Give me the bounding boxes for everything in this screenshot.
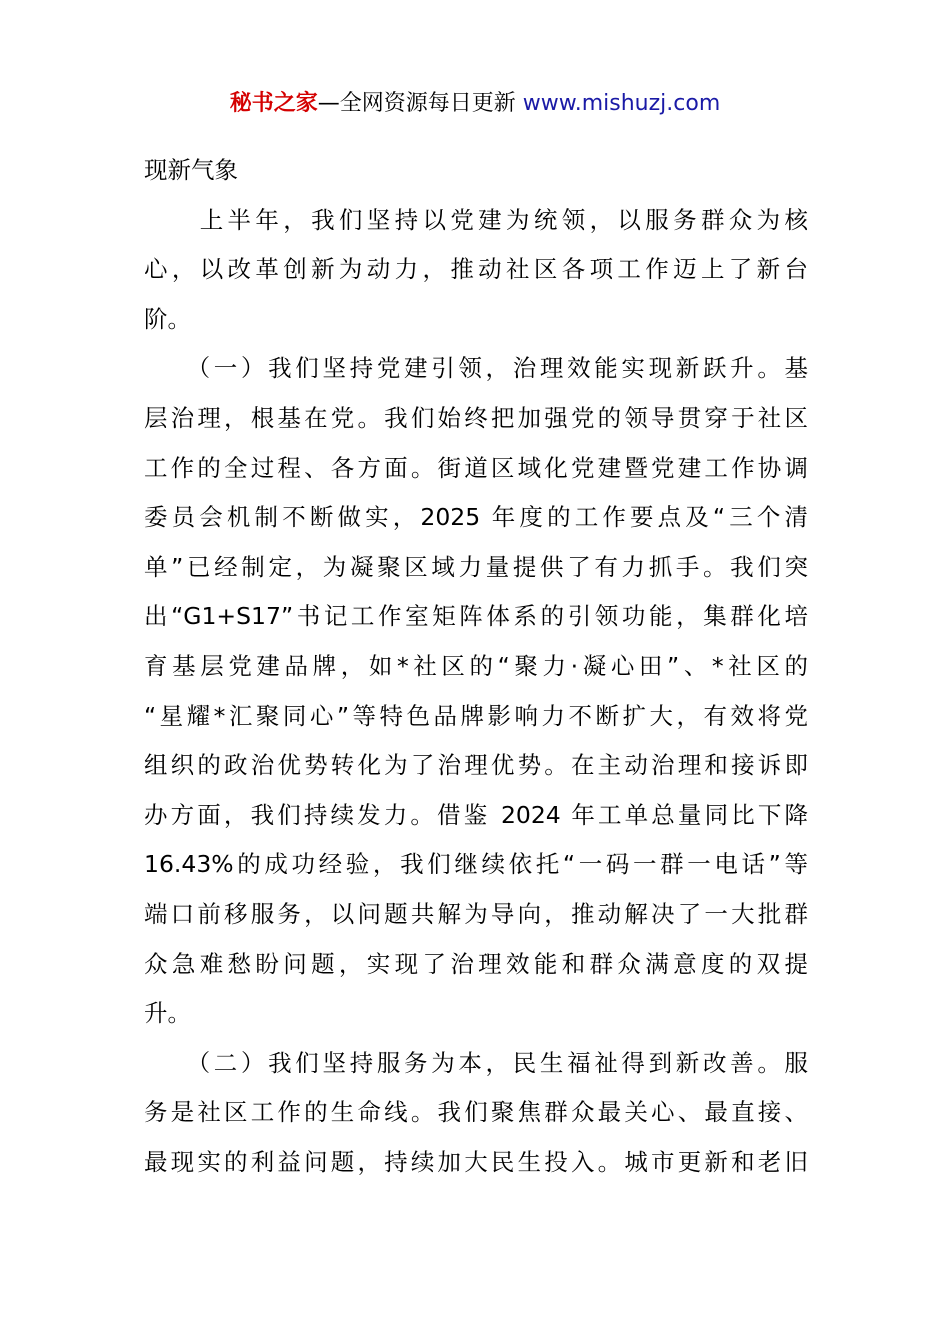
text-line: 16.43%的成功经验，我们继续依托“一码一群一电话”等	[144, 850, 808, 879]
text-line: 上半年，我们坚持以党建为统领，以服务群众为核	[144, 205, 808, 234]
text-line: 组织的政治优势转化为了治理优势。在主动治理和接诉即	[144, 751, 808, 780]
header-tagline: —全网资源每日更新	[317, 91, 523, 116]
text-line: 育基层党建品牌，如*社区的“聚力·凝心田”、*社区的	[144, 651, 808, 680]
document-body	[144, 146, 808, 1187]
text-line: 现新气象	[144, 156, 238, 184]
text-line: “星耀*汇聚同心”等特色品牌影响力不断扩大，有效将党	[144, 701, 808, 730]
text-line: 单”已经制定，为凝聚区域力量提供了有力抓手。我们突	[144, 552, 808, 581]
text-line: 心，以改革创新为动力，推动社区各项工作迈上了新台	[144, 255, 808, 284]
site-url-link[interactable]: www.mishuzj.com	[522, 91, 721, 116]
text-line: 委员会机制不断做实，2025 年度的工作要点及“三个清	[144, 503, 808, 532]
page-header	[0, 86, 950, 122]
text-line: （一）我们坚持党建引领，治理效能实现新跃升。基	[144, 354, 808, 383]
text-line: 出“G1+S17”书记工作室矩阵体系的引领功能，集群化培	[144, 602, 808, 631]
text-line: 务是社区工作的生命线。我们聚焦群众最关心、最直接、	[144, 1098, 808, 1127]
text-line: 层治理，根基在党。我们始终把加强党的领导贯穿于社区	[144, 403, 808, 432]
text-line: 端口前移服务，以问题共解为导向，推动解决了一大批群	[144, 899, 808, 928]
text-line: 众急难愁盼问题，实现了治理效能和群众满意度的双提	[144, 949, 808, 978]
text-line: 阶。	[144, 304, 191, 333]
text-line: （二）我们坚持服务为本，民生福祉得到新改善。服	[144, 1048, 808, 1077]
brand-name: 秘书之家	[229, 91, 318, 116]
text-line: 最现实的利益问题，持续加大民生投入。城市更新和老旧	[144, 1147, 808, 1176]
text-line: 办方面，我们持续发力。借鉴 2024 年工单总量同比下降	[144, 800, 808, 829]
text-line: 升。	[144, 999, 191, 1028]
text-line: 工作的全过程、各方面。街道区域化党建暨党建工作协调	[144, 453, 808, 482]
